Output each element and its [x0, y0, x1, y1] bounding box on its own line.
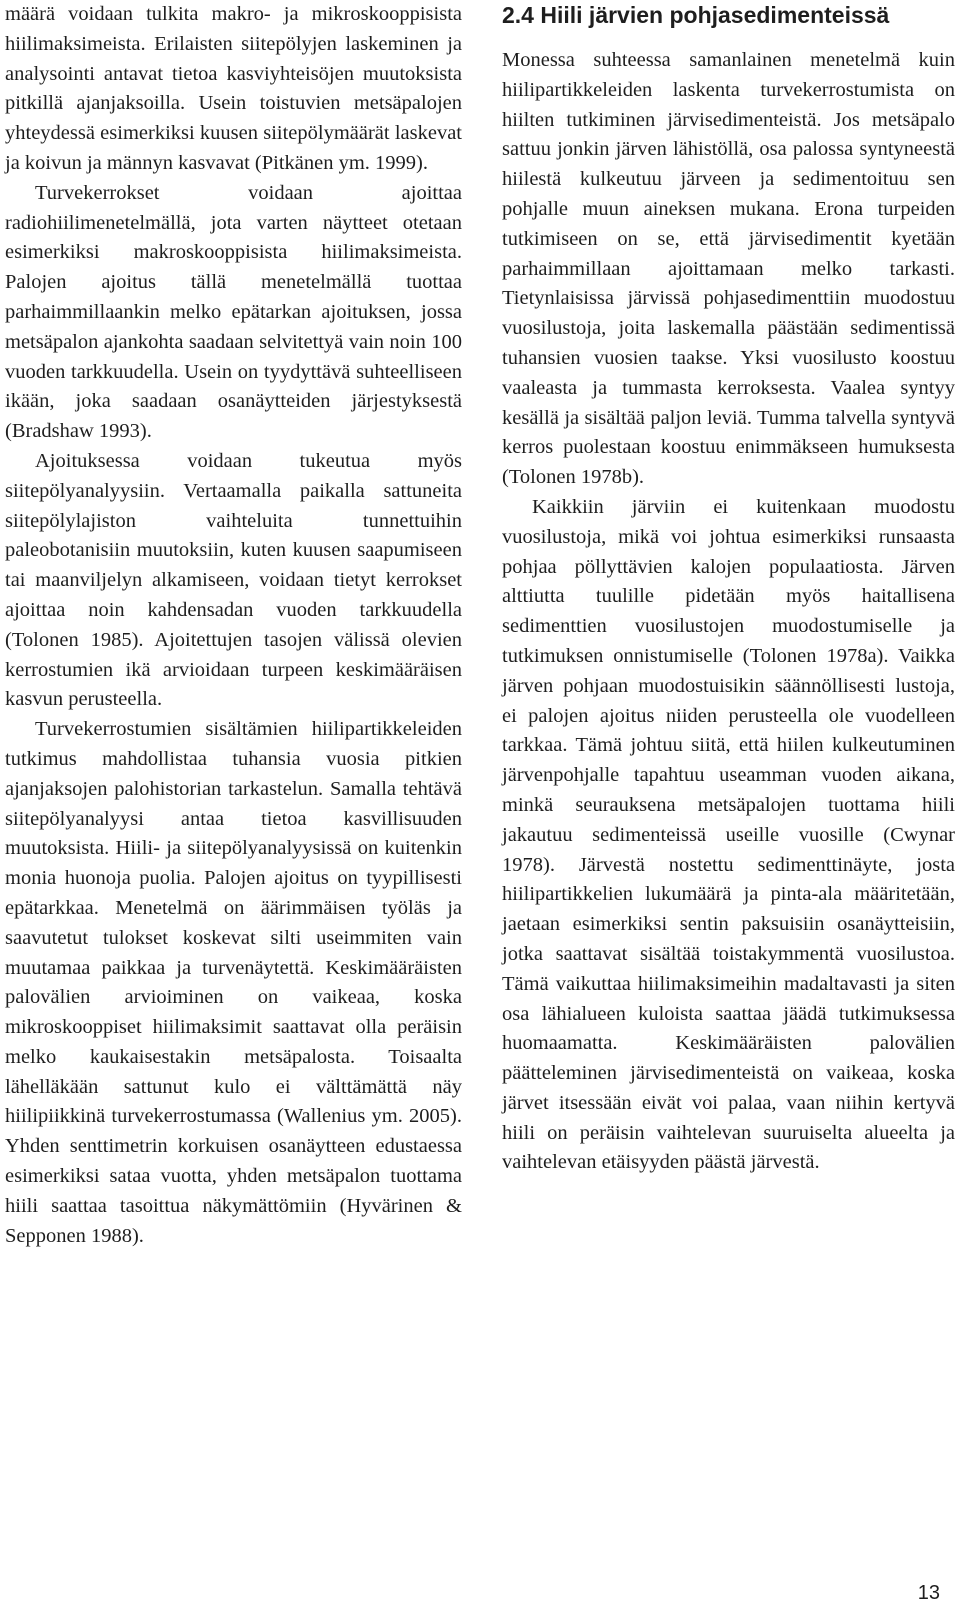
section-heading: 2.4 Hiili järvien pohjasedimenteissä	[502, 2, 890, 28]
body-paragraph: Kaikkiin järviin ei kuitenkaan muodostu vuosilustoja, mikä voi johtua esimerkiksi runsaasta pohjaa pöllyttävien kalojen populaatiosta. Järven alttiutta tuulille pidetään myös haitallisena sedimenttien vuosilustojen muodostumiselle ja tutkimuksen onnistumiselle (Tolonen 1978a). Vaikka järven pohjaan muodostuisikin säännöllisesti lustoja, ei palojen ajoitus niiden perusteella ole vuodelleen tarkkaa. Tämä johtuu siitä, että hiilen kulkeutuminen järvenpohjalle tapahtuu useamman vuoden aikana, minkä seurauksena metsäpalojen tuottama hiili jakautuu sedimenteissä useille vuosille (Cwynar 1978). Järvestä nostettu sedimenttinäyte, josta hiilipartikkelien lukumäärä ja pinta-ala määritetään, jaetaan esimerkiksi sentin paksuisiin osanäytteisiin, jotka saattavat sisältää toistakymmentä vuosilustoa. Tämä vaikuttaa hiilimaksimeihin madaltavasti ja siten osa lähialueen kuloista saattaa jäädä tutkimuksessa huomaamatta. Keskimääräisten palovälien päätteleminen järvisedimenteistä on vaikeaa, koska järvet itsessään eivät voi palaa, vaan niihin kertyvä hiili on peräisin vaihtelevan suuruiselta alueelta ja vaihtelevan etäisyyden päästä järvestä.	[502, 495, 955, 1174]
body-paragraph: Ajoituksessa voidaan tukeutua myös siitepölyanalyysiin. Vertaamalla paikalla sattuneita siitepölylajiston vaihteluita tunnettuihin paleobotanisiin muutoksiin, kuten kuusen saapumiseen tai maanviljelyn alkamiseen, voidaan tietyt kerrokset ajoittaa noin kahdensadan vuoden tarkkuudella (Tolonen 1985). Ajoitettujen tasojen välissä olevien kerrostumien ikä arvioidaan turpeen keskimääräisen kasvun perusteella.	[5, 449, 462, 711]
body-paragraph: määrä voidaan tulkita makro- ja mikroskooppisista hiilimaksimeista. Erilaisten siitepölyjen laskeminen ja analysointi antavat tietoa kasviyhteisöjen muutoksista pitkillä ajanjaksoilla. Usein toistuvien metsäpalojen yhteydessä esimerkiksi kuusen siitepölymäärät laskevat ja koivun ja männyn kasvavat (Pitkänen ym. 1999).	[5, 3, 462, 174]
right-column	[502, 0, 955, 1178]
body-paragraph: Monessa suhteessa samanlainen menetelmä kuin hiilipartikkeleiden laskenta turvekerrostumista on hiilten tutkiminen järvisedimenteistä. Jos metsäpalo sattuu jonkin järven lähistöllä, osa palossa syntyneestä hiilestä kulkeutuu järveen ja sedimentoituu sen pohjalle muun aineksen mukana. Erona turpeiden tutkimiseen on se, että järvisedimentit kyetään parhaimmillaan ajoittamaan melko tarkasti. Tietynlaisissa järvissä pohjasedimenttiin muodostuu vuosilustoja, joita laskemalla päästään sedimentissä tuhansien vuosien taakse. Yksi vuosilusto koostuu vaaleasta ja tummasta kerroksesta. Vaalea syntyy kesällä ja sisältää paljon leviä. Tumma talvella syntyvä kerros puolestaan koostuu enimmäkseen humuksesta (Tolonen 1978b).	[502, 49, 955, 489]
page-number: 13	[917, 1582, 940, 1604]
body-paragraph: Turvekerrokset voidaan ajoittaa radiohiilimenetelmällä, jota varten näytteet otetaan esimerkiksi makroskooppisista hiilimaksimeista. Palojen ajoitus tällä menetelmällä tuottaa parhaimmillaankin melko epätarkan ajoituksen, jossa metsäpalon ajankohta saadaan selvitettyä vain noin 100 vuoden tarkkuudella. Usein on tyydyttävä suhteelliseen ikään, joka saadaan osanäytteiden järjestyksestä (Bradshaw 1993).	[5, 181, 462, 443]
left-column	[5, 0, 462, 1251]
body-paragraph: Turvekerrostumien sisältämien hiilipartikkeleiden tutkimus mahdollistaa tuhansia vuosia pitkien ajanjaksojen palohistorian tarkastelun. Samalla tehtävä siitepölyanalyysi antaa tietoa kasvillisuuden muutoksista. Hiili- ja siitepölyanalyysissä on kuitenkin monia huonoja puolia. Palojen ajoitus on tyypillisesti epätarkkaa. Menetelmä on äärimmäisen työläs ja saavutetut tulokset koskevat silti useimmiten vain muutamaa paikkaa ja turvenäytettä. Keskimääräisten palovälien arvioiminen on vaikeaa, koska mikroskooppiset hiilimaksimit saattavat olla peräisin melko kaukaisestakin metsäpalosta. Toisaalta lähelläkään sattunut kulo ei välttämättä näy hiilipiikkinä turvekerrostumassa (Wallenius ym. 2005). Yhden senttimetrin korkuisen osanäytteen edustaessa esimerkiksi sataa vuotta, yhden metsäpalon tuottama hiili saattaa tasoittua näkymättömiin (Hyvärinen & Sepponen 1988).	[5, 718, 462, 1247]
